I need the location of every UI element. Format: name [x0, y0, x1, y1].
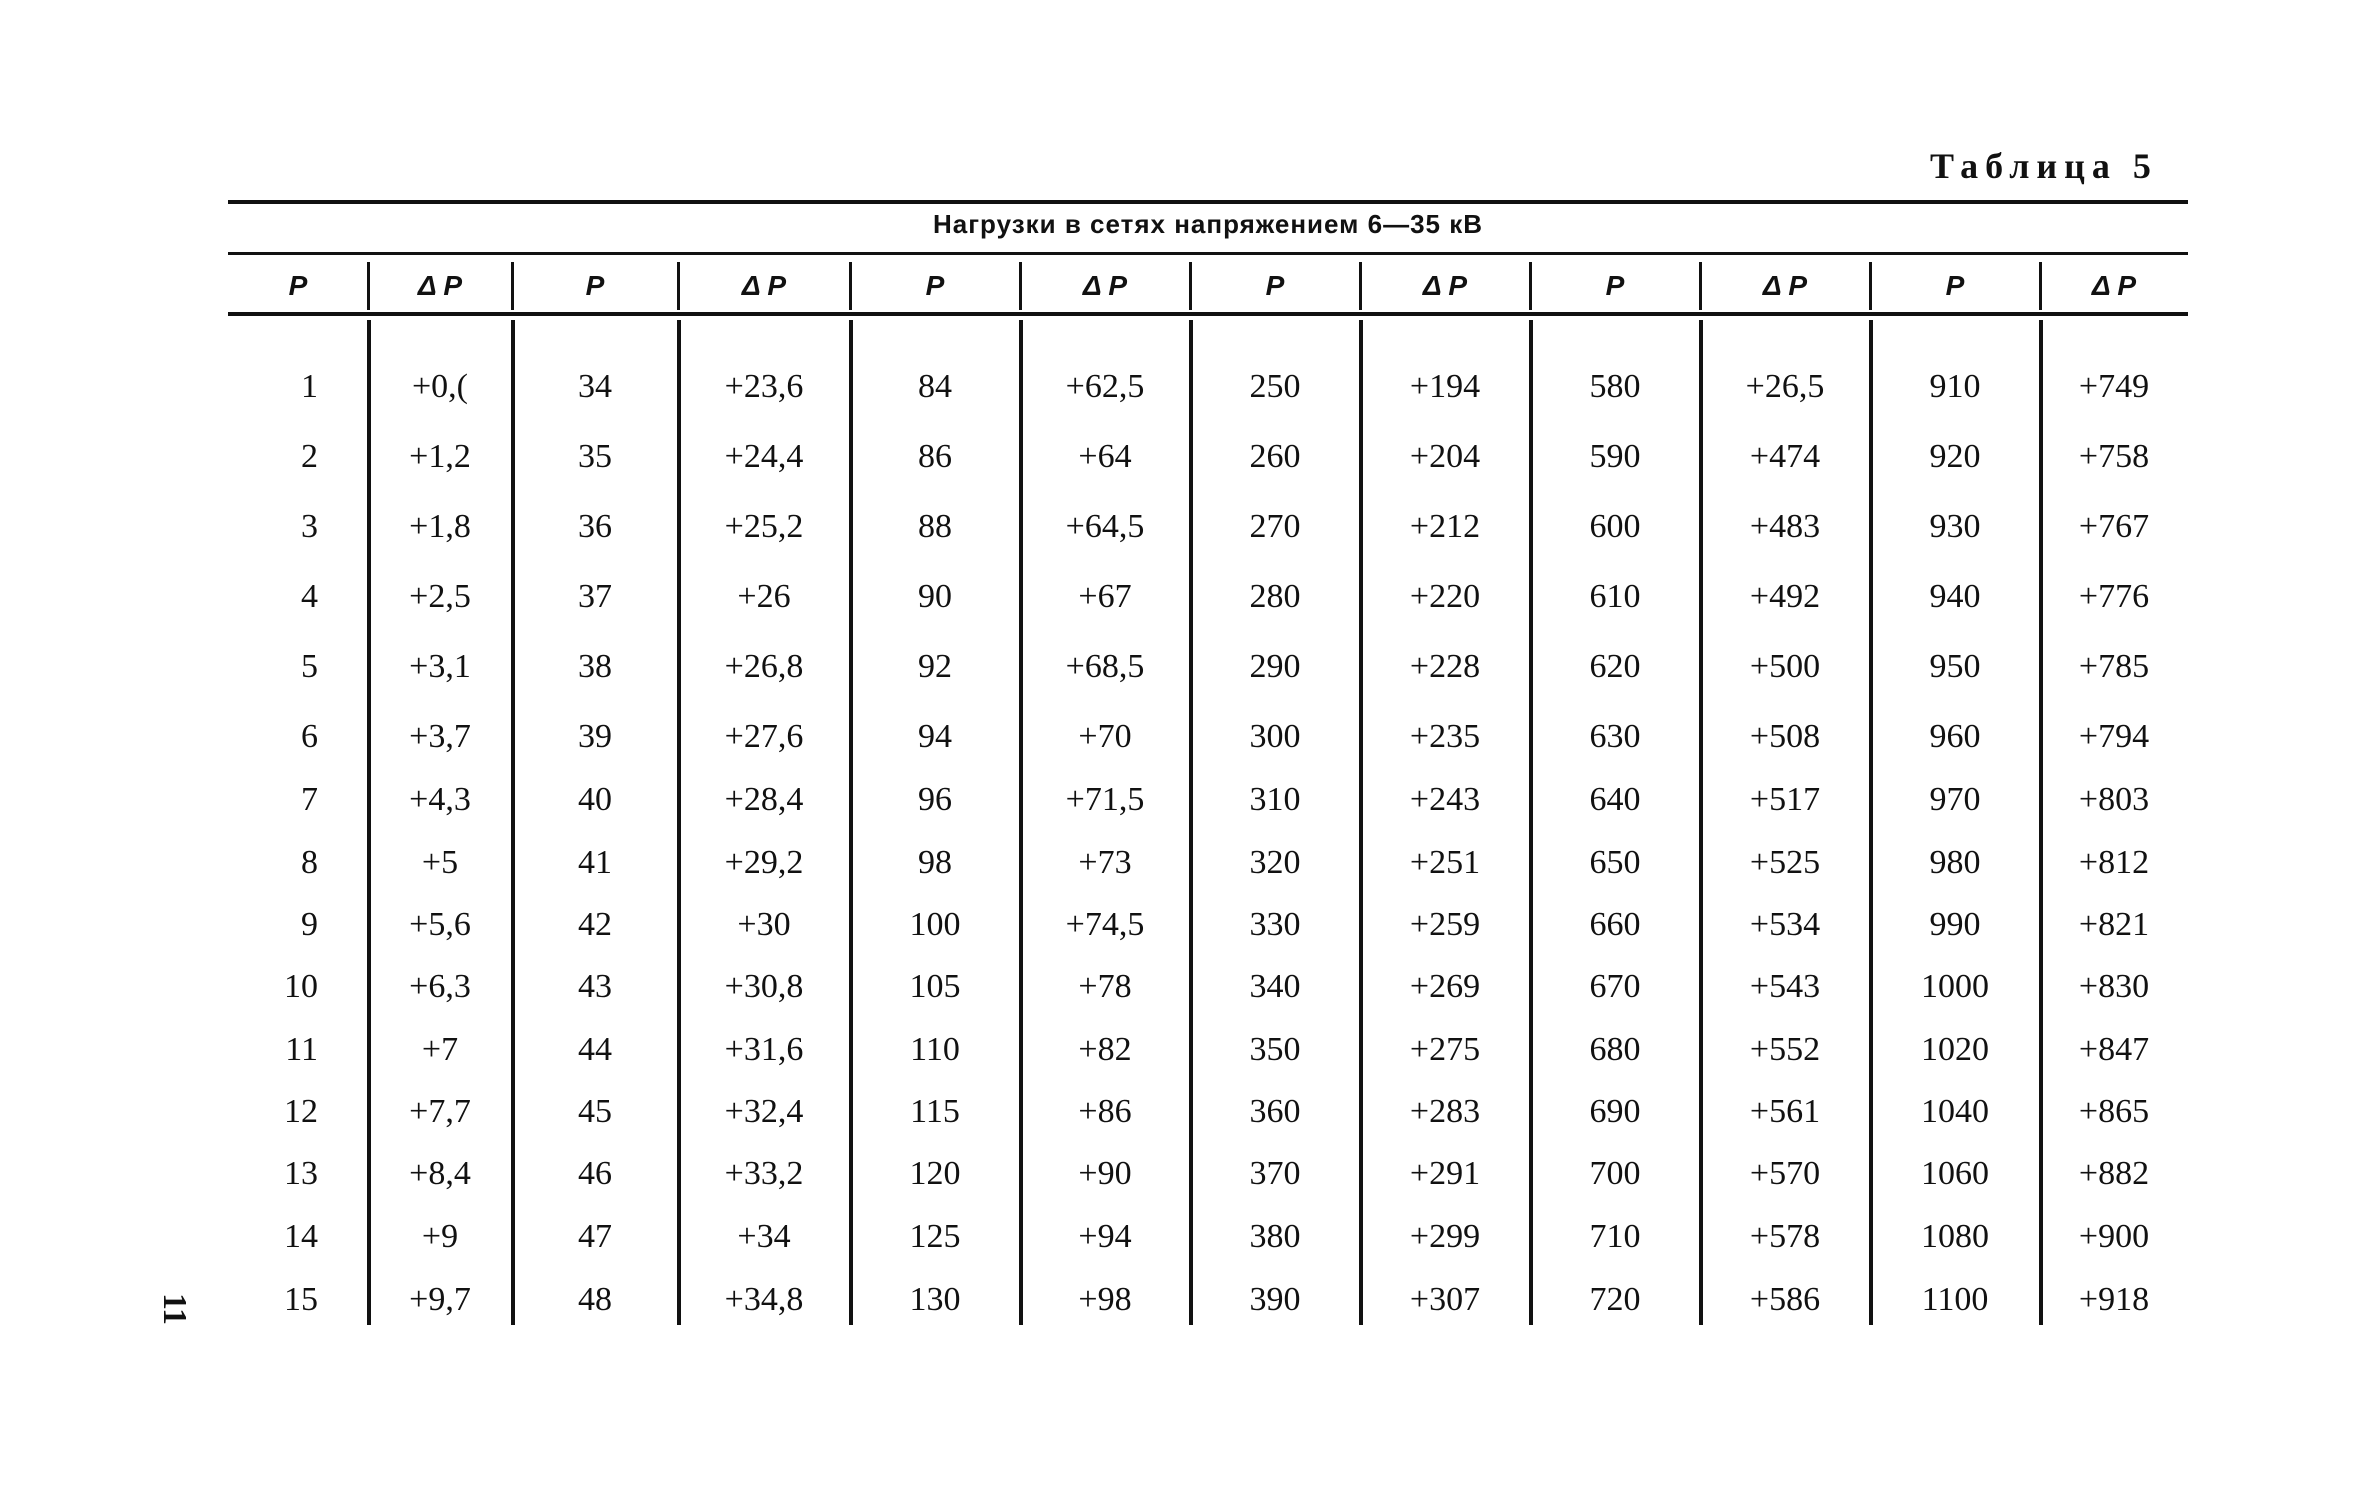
cell-delta-p: +492 — [1749, 578, 1821, 615]
cell-p: 40 — [578, 781, 612, 818]
cell-delta-p: +3,1 — [409, 648, 471, 685]
cell-p: 670 — [1589, 968, 1641, 1005]
cell-p: 43 — [578, 968, 612, 1005]
cell-delta-p: +3,7 — [409, 718, 471, 755]
cell-p: 390 — [1249, 1281, 1301, 1318]
cell-p: 380 — [1249, 1218, 1301, 1255]
cell-delta-p: +30 — [737, 906, 791, 943]
cell-delta-p: +508 — [1749, 718, 1821, 755]
cell-delta-p: +570 — [1749, 1155, 1821, 1192]
cell-delta-p: +517 — [1749, 781, 1821, 818]
cell-delta-p: +821 — [2078, 906, 2150, 943]
cell-delta-p: +2,5 — [409, 578, 471, 615]
cell-p: 1080 — [1921, 1218, 1989, 1255]
cell-p: 11 — [285, 1031, 318, 1068]
cell-delta-p: +228 — [1409, 648, 1481, 685]
cell-p: 3 — [301, 508, 318, 545]
cell-p: 44 — [578, 1031, 612, 1068]
table-caption: Нагрузки в сетях напряжением 6—35 кВ — [932, 209, 1484, 239]
cell-delta-p: +803 — [2078, 781, 2150, 818]
cell-p: 120 — [909, 1155, 961, 1192]
cell-delta-p: +9 — [421, 1218, 459, 1255]
cell-delta-p: +758 — [2078, 438, 2150, 475]
cell-p: 1 — [301, 368, 318, 405]
cell-p: 9 — [301, 906, 318, 943]
cell-p: 45 — [578, 1093, 612, 1130]
cell-delta-p: +34 — [737, 1218, 791, 1255]
cell-delta-p: +534 — [1749, 906, 1821, 943]
cell-p: 90 — [918, 578, 952, 615]
cell-delta-p: +67 — [1078, 578, 1132, 615]
cell-p: 930 — [1929, 508, 1981, 545]
cell-p: 15 — [284, 1281, 318, 1318]
header-delta-p: Δ P — [2091, 270, 2137, 301]
cell-p: 94 — [918, 718, 952, 755]
header-p: P — [288, 270, 308, 301]
cell-delta-p: +794 — [2078, 718, 2150, 755]
header-p: P — [1945, 270, 1965, 301]
cell-p: 290 — [1249, 648, 1301, 685]
header-delta-p: Δ P — [1082, 270, 1128, 301]
cell-p: 720 — [1589, 1281, 1641, 1318]
cell-delta-p: +552 — [1749, 1031, 1821, 1068]
cell-p: 105 — [909, 968, 961, 1005]
cell-delta-p: +5 — [421, 844, 459, 881]
cell-p: 990 — [1929, 906, 1981, 943]
cell-p: 650 — [1589, 844, 1641, 881]
cell-delta-p: +269 — [1409, 968, 1481, 1005]
cell-p: 100 — [909, 906, 961, 943]
cell-p: 910 — [1929, 368, 1981, 405]
cell-p: 39 — [578, 718, 612, 755]
cell-delta-p: +500 — [1749, 648, 1821, 685]
cell-p: 340 — [1249, 968, 1301, 1005]
cell-p: 600 — [1589, 508, 1641, 545]
cell-delta-p: +1,2 — [409, 438, 471, 475]
cell-delta-p: +194 — [1409, 368, 1481, 405]
cell-p: 10 — [284, 968, 318, 1005]
cell-delta-p: +7 — [421, 1031, 459, 1068]
cell-p: 1020 — [1921, 1031, 1989, 1068]
cell-p: 48 — [578, 1281, 612, 1318]
cell-delta-p: +32,4 — [724, 1093, 804, 1130]
cell-p: 660 — [1589, 906, 1641, 943]
header-p: P — [585, 270, 605, 301]
cell-p: 110 — [910, 1031, 960, 1068]
cell-p: 47 — [578, 1218, 612, 1255]
cell-p: 34 — [578, 368, 612, 405]
cell-delta-p: +578 — [1749, 1218, 1821, 1255]
cell-p: 14 — [284, 1218, 318, 1255]
cell-delta-p: +259 — [1409, 906, 1481, 943]
cell-p: 350 — [1249, 1031, 1301, 1068]
cell-delta-p: +34,8 — [724, 1281, 804, 1318]
cell-p: 13 — [284, 1155, 318, 1192]
cell-p: 980 — [1929, 844, 1981, 881]
cell-p: 35 — [578, 438, 612, 475]
header-delta-p: Δ P — [1762, 270, 1808, 301]
cell-p: 300 — [1249, 718, 1301, 755]
cell-delta-p: +525 — [1749, 844, 1821, 881]
cell-delta-p: +474 — [1749, 438, 1821, 475]
header-p: P — [1605, 270, 1625, 301]
header-p: P — [1265, 270, 1285, 301]
cell-p: 2 — [301, 438, 318, 475]
cell-delta-p: +812 — [2078, 844, 2150, 881]
cell-p: 640 — [1589, 781, 1641, 818]
cell-p: 96 — [918, 781, 952, 818]
cell-delta-p: +26 — [737, 578, 791, 615]
cell-p: 950 — [1929, 648, 1981, 685]
cell-p: 130 — [909, 1281, 961, 1318]
cell-delta-p: +28,4 — [724, 781, 804, 818]
cell-delta-p: +78 — [1078, 968, 1132, 1005]
cell-p: 8 — [301, 844, 318, 881]
cell-delta-p: +830 — [2078, 968, 2150, 1005]
cell-p: 590 — [1589, 438, 1641, 475]
cell-delta-p: +776 — [2078, 578, 2150, 615]
cell-delta-p: +307 — [1409, 1281, 1481, 1318]
cell-p: 36 — [578, 508, 612, 545]
cell-delta-p: +73 — [1078, 844, 1132, 881]
cell-p: 1000 — [1921, 968, 1989, 1005]
cell-p: 680 — [1589, 1031, 1641, 1068]
cell-delta-p: +71,5 — [1065, 781, 1145, 818]
cell-p: 970 — [1929, 781, 1981, 818]
cell-p: 86 — [918, 438, 952, 475]
cell-delta-p: +25,2 — [724, 508, 804, 545]
cell-p: 960 — [1929, 718, 1981, 755]
cell-delta-p: +90 — [1078, 1155, 1132, 1192]
cell-delta-p: +74,5 — [1065, 906, 1145, 943]
cell-delta-p: +24,4 — [724, 438, 804, 475]
cell-p: 1100 — [1921, 1281, 1989, 1318]
cell-delta-p: +62,5 — [1065, 368, 1145, 405]
header-delta-p: Δ P — [1422, 270, 1468, 301]
cell-p: 125 — [909, 1218, 961, 1255]
header-p: P — [925, 270, 945, 301]
cell-delta-p: +586 — [1749, 1281, 1821, 1318]
cell-delta-p: +882 — [2078, 1155, 2150, 1192]
cell-p: 700 — [1589, 1155, 1641, 1192]
cell-delta-p: +749 — [2078, 368, 2150, 405]
cell-p: 920 — [1929, 438, 1981, 475]
cell-delta-p: +561 — [1749, 1093, 1821, 1130]
cell-p: 42 — [578, 906, 612, 943]
header-rule — [228, 312, 2188, 316]
cell-delta-p: +767 — [2078, 508, 2150, 545]
cell-p: 690 — [1589, 1093, 1641, 1130]
cell-p: 98 — [918, 844, 952, 881]
cell-delta-p: +243 — [1409, 781, 1481, 818]
cell-p: 1040 — [1921, 1093, 1989, 1130]
cell-delta-p: +5,6 — [409, 906, 471, 943]
cell-delta-p: +251 — [1409, 844, 1481, 881]
cell-delta-p: +68,5 — [1065, 648, 1145, 685]
cell-p: 710 — [1589, 1218, 1641, 1255]
cell-delta-p: +291 — [1409, 1155, 1481, 1192]
cell-delta-p: +70 — [1078, 718, 1132, 755]
table-label: Таблица 5 — [1930, 146, 2158, 186]
cell-delta-p: +483 — [1749, 508, 1821, 545]
cell-p: 310 — [1249, 781, 1301, 818]
cell-delta-p: +220 — [1409, 578, 1481, 615]
cell-delta-p: +543 — [1749, 968, 1821, 1005]
cell-p: 4 — [301, 578, 318, 615]
cell-p: 38 — [578, 648, 612, 685]
cell-p: 940 — [1929, 578, 1981, 615]
cell-delta-p: +0,( — [412, 368, 468, 405]
cell-p: 320 — [1249, 844, 1301, 881]
cell-p: 270 — [1249, 508, 1301, 545]
top-rule — [228, 200, 2188, 204]
cell-delta-p: +8,4 — [409, 1155, 471, 1192]
cell-delta-p: +7,7 — [409, 1093, 471, 1130]
cell-delta-p: +4,3 — [409, 781, 471, 818]
cell-p: 610 — [1589, 578, 1641, 615]
cell-delta-p: +275 — [1409, 1031, 1481, 1068]
cell-delta-p: +865 — [2078, 1093, 2150, 1130]
cell-delta-p: +86 — [1078, 1093, 1132, 1130]
cell-delta-p: +82 — [1078, 1031, 1132, 1068]
cell-p: 370 — [1249, 1155, 1301, 1192]
cell-p: 6 — [301, 718, 318, 755]
cell-delta-p: +98 — [1078, 1281, 1132, 1318]
cell-p: 115 — [910, 1093, 960, 1130]
cell-delta-p: +283 — [1409, 1093, 1481, 1130]
cell-p: 360 — [1249, 1093, 1301, 1130]
cell-delta-p: +9,7 — [409, 1281, 471, 1318]
cell-p: 1060 — [1921, 1155, 1989, 1192]
cell-p: 37 — [578, 578, 612, 615]
cell-delta-p: +1,8 — [409, 508, 471, 545]
cell-p: 7 — [301, 781, 318, 818]
cell-delta-p: +94 — [1078, 1218, 1132, 1255]
cell-p: 620 — [1589, 648, 1641, 685]
cell-p: 630 — [1589, 718, 1641, 755]
cell-p: 12 — [284, 1093, 318, 1130]
cell-delta-p: +847 — [2078, 1031, 2150, 1068]
cell-p: 92 — [918, 648, 952, 685]
cell-p: 46 — [578, 1155, 612, 1192]
cell-delta-p: +204 — [1409, 438, 1481, 475]
cell-delta-p: +918 — [2078, 1281, 2150, 1318]
cell-p: 260 — [1249, 438, 1301, 475]
cell-delta-p: +64,5 — [1065, 508, 1145, 545]
cell-delta-p: +6,3 — [409, 968, 471, 1005]
caption-rule — [228, 252, 2188, 255]
cell-delta-p: +785 — [2078, 648, 2150, 685]
cell-delta-p: +27,6 — [724, 718, 804, 755]
cell-delta-p: +212 — [1409, 508, 1481, 545]
header-delta-p: Δ P — [741, 270, 787, 301]
cell-delta-p: +29,2 — [724, 844, 804, 881]
cell-p: 250 — [1249, 368, 1301, 405]
cell-delta-p: +33,2 — [724, 1155, 804, 1192]
cell-p: 41 — [578, 844, 612, 881]
cell-delta-p: +900 — [2078, 1218, 2150, 1255]
cell-delta-p: +31,6 — [724, 1031, 804, 1068]
cell-delta-p: +30,8 — [724, 968, 804, 1005]
cell-p: 330 — [1249, 906, 1301, 943]
cell-delta-p: +26,5 — [1745, 368, 1825, 405]
cell-p: 580 — [1589, 368, 1641, 405]
cell-p: 88 — [918, 508, 952, 545]
cell-delta-p: +64 — [1078, 438, 1132, 475]
cell-delta-p: +26,8 — [724, 648, 804, 685]
cell-p: 84 — [918, 368, 952, 405]
cell-p: 280 — [1249, 578, 1301, 615]
cell-delta-p: +235 — [1409, 718, 1481, 755]
cell-p: 5 — [301, 648, 318, 685]
header-delta-p: Δ P — [417, 270, 463, 301]
cell-delta-p: +23,6 — [724, 368, 804, 405]
cell-delta-p: +299 — [1409, 1218, 1481, 1255]
page-number: 11 — [156, 1292, 194, 1326]
